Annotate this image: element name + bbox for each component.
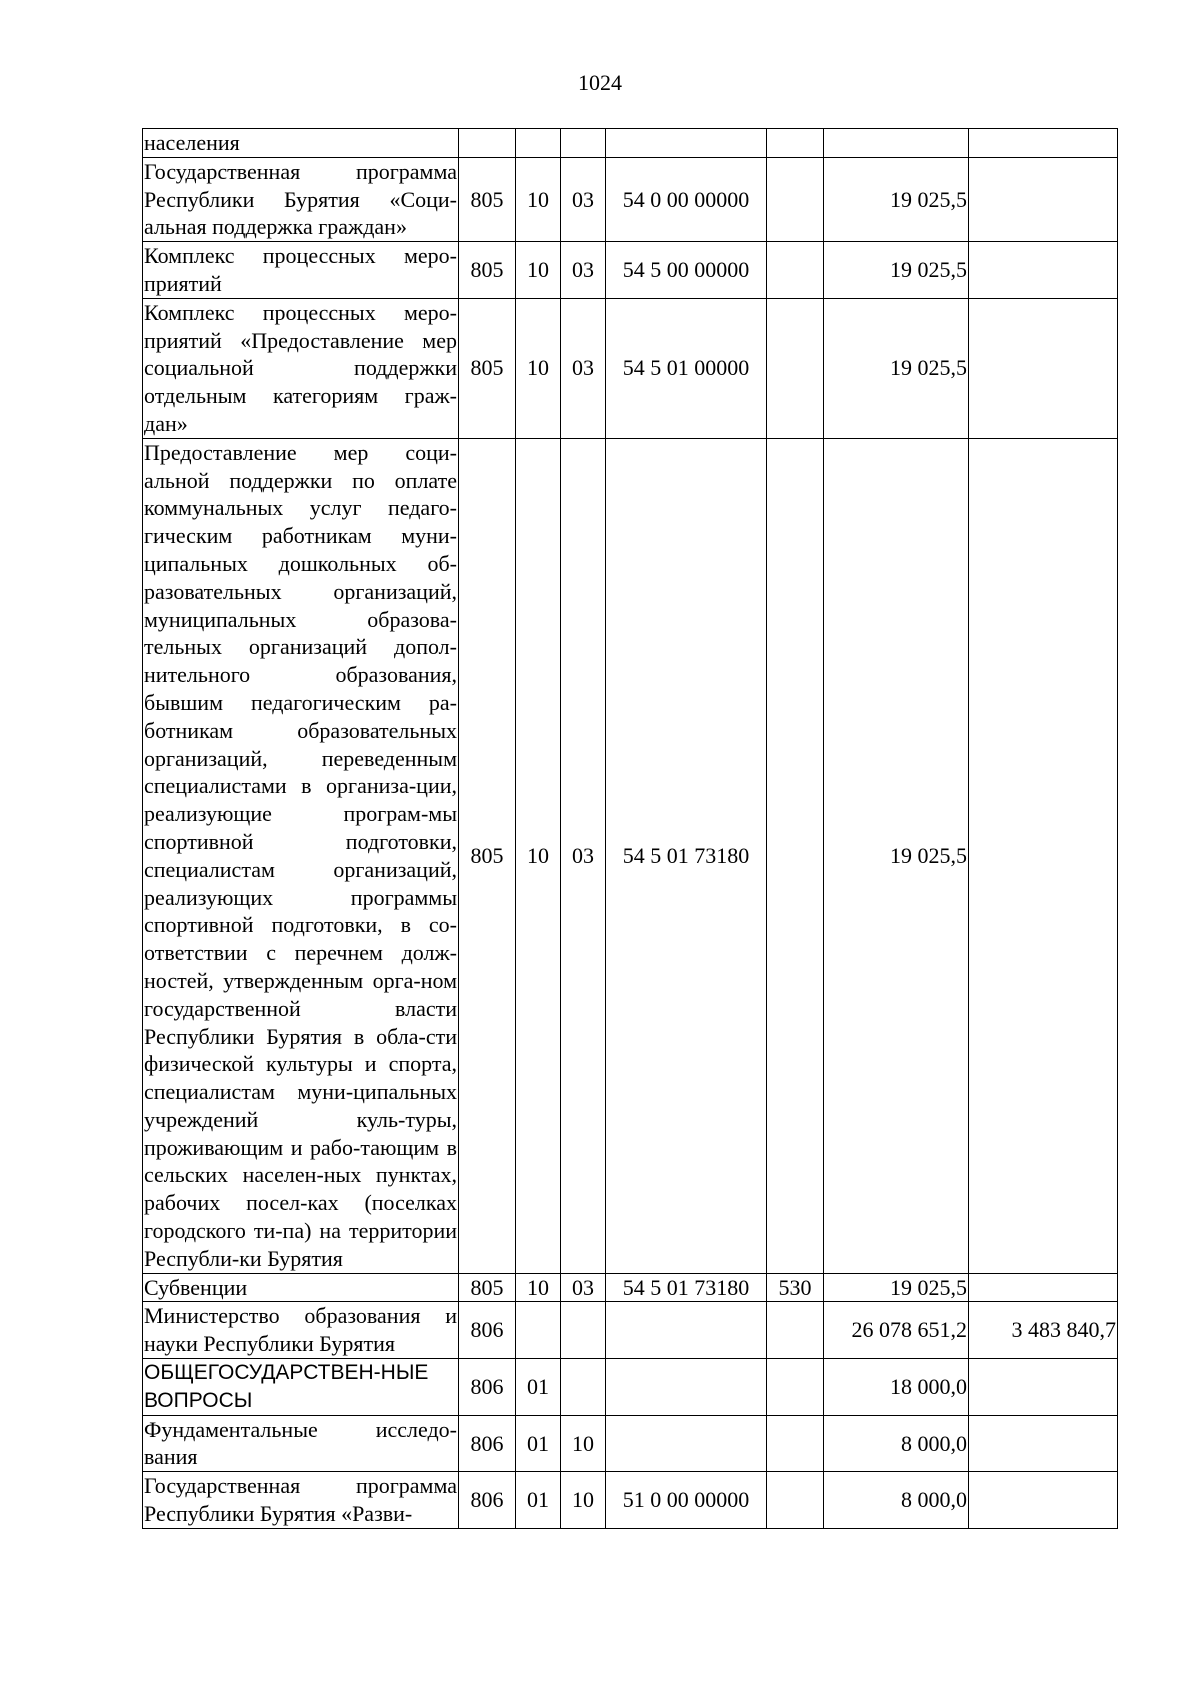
row-description: Комплекс процессных меро-приятий — [143, 242, 459, 299]
cell-grbs — [459, 129, 516, 158]
cell-sum-2 — [969, 1273, 1118, 1302]
table-row — [143, 1359, 1118, 1416]
row-description: населения — [143, 129, 459, 158]
cell-rz: 10 — [516, 438, 561, 1273]
cell-grbs: 805 — [459, 438, 516, 1273]
cell-pr: 03 — [561, 1273, 606, 1302]
cell-sum-2 — [969, 298, 1118, 438]
cell-sum-2 — [969, 1472, 1118, 1529]
table-row — [143, 438, 1118, 1273]
cell-sum-1: 18 000,0 — [824, 1359, 969, 1416]
cell-csr — [606, 129, 767, 158]
table-row — [143, 1302, 1118, 1359]
cell-vr — [767, 438, 824, 1273]
cell-pr: 03 — [561, 438, 606, 1273]
table-row — [143, 1273, 1118, 1302]
cell-rz: 10 — [516, 242, 561, 299]
cell-csr — [606, 1359, 767, 1416]
cell-rz: 10 — [516, 1273, 561, 1302]
cell-vr: 530 — [767, 1273, 824, 1302]
cell-vr — [767, 1472, 824, 1529]
cell-rz — [516, 1302, 561, 1359]
cell-vr — [767, 1302, 824, 1359]
table-row — [143, 157, 1118, 241]
cell-grbs: 805 — [459, 1273, 516, 1302]
cell-sum-2 — [969, 438, 1118, 1273]
cell-pr — [561, 1302, 606, 1359]
cell-sum-1: 26 078 651,2 — [824, 1302, 969, 1359]
cell-sum-1: 8 000,0 — [824, 1472, 969, 1529]
row-description: Министерство образования и науки Республики Бурятия — [143, 1302, 459, 1359]
cell-rz — [516, 129, 561, 158]
cell-vr — [767, 242, 824, 299]
cell-vr — [767, 1415, 824, 1472]
row-description: Субвенции — [143, 1273, 459, 1302]
cell-sum-1: 19 025,5 — [824, 242, 969, 299]
cell-csr: 54 5 00 00000 — [606, 242, 767, 299]
cell-rz: 10 — [516, 298, 561, 438]
cell-rz: 01 — [516, 1415, 561, 1472]
row-description: Комплекс процессных меро-приятий «Предоставление мер социальной поддержки отдельным категориям граж-дан» — [143, 298, 459, 438]
cell-csr: 54 5 01 73180 — [606, 1273, 767, 1302]
cell-rz: 10 — [516, 157, 561, 241]
cell-sum-2 — [969, 157, 1118, 241]
cell-grbs: 806 — [459, 1472, 516, 1529]
cell-sum-2 — [969, 129, 1118, 158]
cell-sum-2: 3 483 840,7 — [969, 1302, 1118, 1359]
cell-pr — [561, 1359, 606, 1416]
budget-table — [142, 128, 1118, 1529]
cell-csr: 51 0 00 00000 — [606, 1472, 767, 1529]
row-description: Государственная программа Республики Бурятия «Разви- — [143, 1472, 459, 1529]
cell-sum-1: 19 025,5 — [824, 157, 969, 241]
cell-pr: 03 — [561, 242, 606, 299]
cell-vr — [767, 1359, 824, 1416]
cell-sum-2 — [969, 242, 1118, 299]
row-description: Фундаментальные исследо-вания — [143, 1415, 459, 1472]
cell-pr: 10 — [561, 1472, 606, 1529]
cell-vr — [767, 157, 824, 241]
cell-grbs: 805 — [459, 157, 516, 241]
cell-grbs: 806 — [459, 1359, 516, 1416]
table-row — [143, 1415, 1118, 1472]
cell-sum-1: 8 000,0 — [824, 1415, 969, 1472]
cell-pr — [561, 129, 606, 158]
row-description: Предоставление мер соци-альной поддержки по оплате коммунальных услуг педаго-гическим работникам муни-ципальных дошкольных об-разовательных организаций, муниципальных образова-тельных организаций допол-нительного образования, бывшим педагогическим ра-ботникам образовательных организаций, переведенным специалистами в организа-ции, реализующие програм-мы спортивной подготовки, специалистам организаций, реализующих программы спортивной подготовки, в со-ответствии с перечнем долж-ностей, утвержденным орга-ном государственной власти Республики Бурятия в обла-сти физической культуры и спорта, специалистам муни-ципальных учреждений куль-туры, проживающим и рабо-тающим в сельских населен-ных пунктах, рабочих посел-ках (поселках городского ти-па) на территории Республи-ки Бурятия — [143, 438, 459, 1273]
cell-pr: 03 — [561, 298, 606, 438]
table-row — [143, 1472, 1118, 1529]
table-row — [143, 242, 1118, 299]
cell-sum-1: 19 025,5 — [824, 1273, 969, 1302]
cell-sum-1: 19 025,5 — [824, 438, 969, 1273]
cell-rz: 01 — [516, 1472, 561, 1529]
row-description: ОБЩЕГОСУДАРСТВЕН-НЫЕ ВОПРОСЫ — [143, 1359, 459, 1416]
cell-csr: 54 5 01 00000 — [606, 298, 767, 438]
cell-rz: 01 — [516, 1359, 561, 1416]
cell-sum-1: 19 025,5 — [824, 298, 969, 438]
cell-csr — [606, 1415, 767, 1472]
cell-csr: 54 0 00 00000 — [606, 157, 767, 241]
table-row — [143, 129, 1118, 158]
cell-sum-2 — [969, 1415, 1118, 1472]
row-description: Государственная программа Республики Бурятия «Соци-альная поддержка граждан» — [143, 157, 459, 241]
cell-pr: 03 — [561, 157, 606, 241]
cell-csr — [606, 1302, 767, 1359]
table-row — [143, 298, 1118, 438]
cell-sum-2 — [969, 1359, 1118, 1416]
cell-pr: 10 — [561, 1415, 606, 1472]
cell-grbs: 806 — [459, 1302, 516, 1359]
cell-vr — [767, 298, 824, 438]
page-number: 1024 — [578, 70, 622, 95]
cell-grbs: 805 — [459, 242, 516, 299]
cell-csr: 54 5 01 73180 — [606, 438, 767, 1273]
cell-sum-1 — [824, 129, 969, 158]
cell-vr — [767, 129, 824, 158]
cell-grbs: 806 — [459, 1415, 516, 1472]
cell-grbs: 805 — [459, 298, 516, 438]
